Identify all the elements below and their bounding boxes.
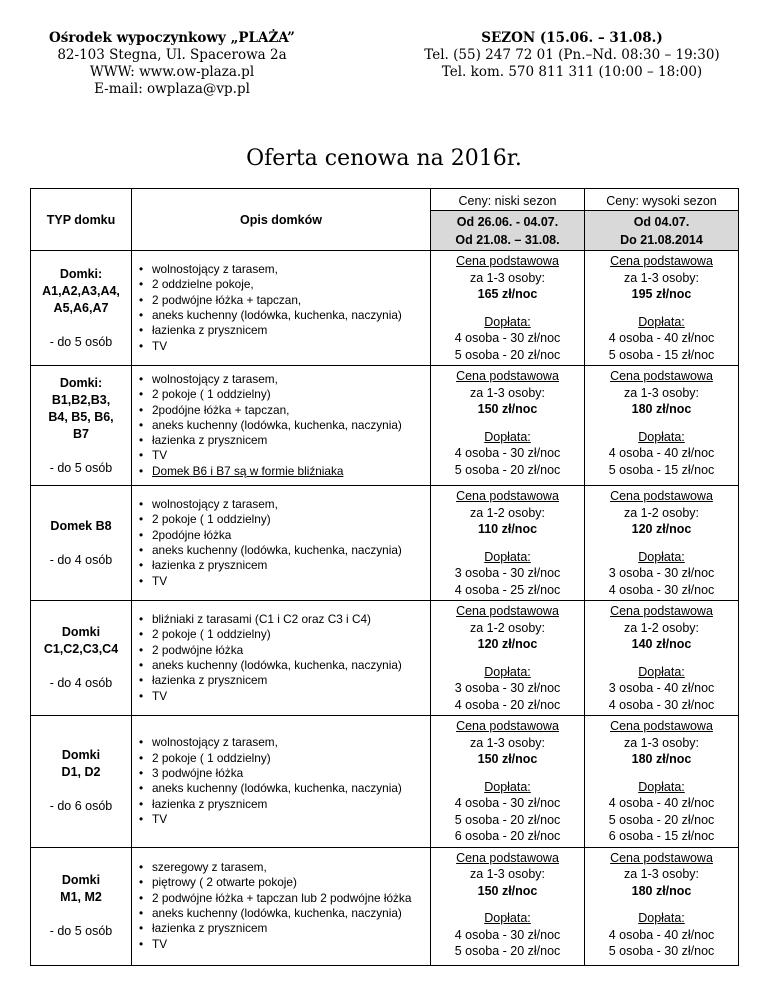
feature-item: • TV — [152, 574, 426, 589]
base-price-value: 120 zł/noc — [477, 637, 538, 652]
base-price-value: 110 zł/noc — [477, 522, 538, 537]
feature-item: • wolnostojący z tarasem, — [152, 262, 426, 277]
header-left — [22, 30, 322, 98]
base-price-label: Cena podstawowa — [456, 489, 559, 504]
surcharge-label: Dopłata: — [638, 779, 685, 794]
cottage-description-cell — [132, 716, 431, 848]
high-season-date-1: Od 04.07. — [633, 215, 690, 229]
surcharge-line: 5 osoba - 20 zł/noc — [454, 944, 561, 959]
feature-item: • szeregowy z tarasem, — [152, 860, 426, 875]
base-price-value: 180 zł/noc — [631, 402, 692, 416]
surcharge-line: 5 osoba - 30 zł/noc — [608, 944, 715, 959]
cottage-type-cell — [31, 716, 132, 848]
col-type-header: TYP domku — [31, 189, 132, 251]
base-price-people: za 1-3 osoby: — [623, 270, 700, 285]
high-season-price-cell — [585, 251, 739, 366]
base-price-value: 165 zł/noc — [477, 287, 538, 301]
surcharge-block — [585, 779, 738, 845]
high-season-price-cell — [585, 366, 739, 486]
base-price-people: za 1-3 osoby: — [469, 385, 546, 400]
surcharge-block — [431, 549, 584, 599]
surcharge-block — [585, 664, 738, 714]
low-season-price-cell — [431, 716, 585, 848]
low-season-date-1: Od 26.06. - 04.07. — [456, 215, 559, 229]
base-price-label: Cena podstawowa — [456, 604, 559, 619]
base-price-people: za 1-3 osoby: — [623, 385, 700, 400]
feature-list — [136, 860, 426, 952]
feature-item: • 2 oddzielne pokoje, — [152, 277, 426, 292]
surcharge-label: Dopłata: — [484, 779, 531, 794]
surcharge-block — [585, 429, 738, 479]
cottage-description-cell — [132, 251, 431, 366]
surcharge-label: Dopłata: — [484, 429, 531, 444]
cottage-capacity: - do 6 osób — [49, 799, 113, 814]
surcharge-line: 5 osoba - 15 zł/noc — [608, 462, 715, 477]
base-price-label: Cena podstawowa — [456, 369, 559, 383]
surcharge-block — [585, 910, 738, 960]
table-body — [31, 251, 739, 966]
cottage-type-cell — [31, 601, 132, 716]
cottage-capacity: - do 5 osób — [49, 334, 113, 349]
surcharge-line: 3 osoba - 40 zł/noc — [608, 681, 715, 696]
cottage-name-line: C1,C2,C3,C4 — [43, 642, 119, 657]
feature-item: • bliźniaki z tarasami (C1 i C2 oraz C3 i C4) — [152, 612, 426, 627]
base-price-value: 180 zł/noc — [631, 752, 692, 767]
surcharge-label: Dopłata: — [638, 549, 685, 564]
low-season-price-cell — [431, 601, 585, 716]
low-season-price-cell — [431, 366, 585, 486]
cottage-type-cell — [31, 366, 132, 486]
surcharge-line: 4 osoba - 40 zł/noc — [608, 796, 715, 811]
table-row — [31, 366, 739, 486]
feature-item: • aneks kuchenny (lodówka, kuchenka, naczynia) — [152, 418, 426, 433]
surcharge-line: 5 osoba - 20 zł/noc — [454, 347, 561, 362]
surcharge-line: 6 osoba - 20 zł/noc — [454, 829, 561, 844]
surcharge-line: 3 osoba - 30 zł/noc — [454, 566, 561, 581]
low-season-date-2: Od 21.08. – 31.08. — [455, 233, 560, 247]
feature-item: • aneks kuchenny (lodówka, kuchenka, naczynia) — [152, 543, 426, 558]
feature-list — [136, 262, 426, 354]
feature-item: • łazienka z prysznicem — [152, 797, 426, 812]
base-price-label: Cena podstawowa — [456, 850, 559, 865]
cottage-description-cell — [132, 486, 431, 601]
surcharge-line: 4 osoba - 30 zł/noc — [454, 331, 561, 345]
cottage-name-line: Domki: — [59, 375, 103, 390]
base-price-label: Cena podstawowa — [456, 254, 559, 268]
feature-item: • 2 podwójne łóżka + tapczan, — [152, 293, 426, 308]
cottage-description-cell — [132, 601, 431, 716]
feature-item: • 2podójne łóżka + tapczan, — [152, 403, 426, 418]
surcharge-label: Dopłata: — [638, 664, 685, 679]
base-price-value: 120 zł/noc — [631, 522, 692, 537]
resort-name: Ośrodek wypoczynkowy „PLAŻA” — [49, 30, 295, 46]
feature-item: • wolnostojący z tarasem, — [152, 735, 426, 750]
feature-list — [136, 497, 426, 589]
feature-item: • TV — [152, 448, 426, 463]
surcharge-line: 4 osoba - 40 zł/noc — [608, 927, 715, 942]
feature-item: • 3 podwójne łóżka — [152, 766, 426, 781]
high-season-price-cell — [585, 716, 739, 848]
feature-item: • piętrowy ( 2 otwarte pokoje) — [152, 875, 426, 890]
col-high-season-header — [585, 189, 739, 251]
surcharge-line: 6 osoba - 15 zł/noc — [608, 829, 715, 844]
surcharge-line: 5 osoba - 15 zł/noc — [608, 347, 715, 362]
base-price-people: za 1-2 osoby: — [623, 620, 700, 635]
col-desc-header: Opis domków — [132, 189, 431, 251]
low-season-dates — [431, 210, 584, 250]
base-price-people: za 1-2 osoby: — [623, 505, 700, 520]
surcharge-block — [431, 779, 584, 845]
base-price-label: Cena podstawowa — [610, 604, 713, 619]
base-price-value: 180 zł/noc — [631, 883, 692, 898]
cottage-name-line: A1,A2,A3,A4, — [42, 283, 120, 298]
mobile-line: Tel. kom. 570 811 311 (10:00 – 18:00) — [441, 64, 703, 80]
cottage-name-line: A5,A6,A7 — [53, 300, 109, 315]
base-price-label: Cena podstawowa — [610, 369, 713, 383]
surcharge-line: 3 osoba - 30 zł/noc — [454, 681, 561, 696]
surcharge-block — [585, 314, 738, 364]
surcharge-line: 4 osoba - 30 zł/noc — [608, 582, 715, 597]
base-price-label: Cena podstawowa — [456, 719, 559, 734]
resort-email: E-mail: owplaza@vp.pl — [94, 81, 250, 97]
base-price-label: Cena podstawowa — [610, 254, 713, 268]
table-row — [31, 251, 739, 366]
resort-address: 82-103 Stegna, Ul. Spacerowa 2a — [57, 47, 287, 63]
feature-item: • 2 pokoje ( 1 oddzielny) — [152, 751, 426, 766]
feature-item: • łazienka z prysznicem — [152, 433, 426, 448]
surcharge-line: 5 osoba - 20 zł/noc — [608, 812, 715, 827]
base-price-label: Cena podstawowa — [610, 719, 713, 734]
high-season-price-cell — [585, 847, 739, 965]
surcharge-line: 4 osoba - 20 zł/noc — [454, 697, 561, 712]
feature-item: • TV — [152, 812, 426, 827]
table-row — [31, 486, 739, 601]
price-table — [30, 188, 739, 966]
cottage-name-line: Domki: — [59, 266, 103, 281]
table-row — [31, 601, 739, 716]
surcharge-block — [585, 549, 738, 599]
base-price-value: 195 zł/noc — [631, 287, 692, 301]
cottage-type-cell — [31, 847, 132, 965]
surcharge-label: Dopłata: — [484, 549, 531, 564]
feature-item: • TV — [152, 937, 426, 952]
surcharge-line: 4 osoba - 25 zł/noc — [454, 582, 561, 597]
feature-item: • aneks kuchenny (lodówka, kuchenka, naczynia) — [152, 308, 426, 323]
base-price-people: za 1-2 osoby: — [469, 505, 546, 520]
page-title: Oferta cenowa na 2016r. — [246, 146, 522, 171]
table-header-row — [31, 189, 739, 251]
base-price-people: za 1-3 osoby: — [623, 735, 700, 750]
phone-line: Tel. (55) 247 72 01 (Pn.–Nd. 08:30 – 19:30) — [424, 47, 720, 63]
col-low-season-header — [431, 189, 585, 251]
surcharge-block — [431, 664, 584, 714]
feature-item: • 2 pokoje ( 1 oddzielny) — [152, 512, 426, 527]
surcharge-label: Dopłata: — [484, 911, 531, 926]
feature-item: • aneks kuchenny (lodówka, kuchenka, naczynia) — [152, 781, 426, 796]
cottage-name-line: D1, D2 — [61, 765, 101, 780]
feature-item: • aneks kuchenny (lodówka, kuchenka, naczynia) — [152, 906, 426, 921]
low-season-price-cell — [431, 847, 585, 965]
base-price-value: 150 zł/noc — [477, 883, 538, 898]
cottage-name-line: Domki — [61, 748, 101, 763]
cottage-description-cell — [132, 366, 431, 486]
feature-item: • łazienka z prysznicem — [152, 558, 426, 573]
base-price-people: za 1-3 osoby: — [469, 270, 546, 285]
surcharge-block — [431, 910, 584, 960]
feature-item: • wolnostojący z tarasem, — [152, 372, 426, 387]
low-season-label: Ceny: niski sezon — [458, 194, 557, 208]
cottage-capacity: - do 5 osób — [49, 924, 113, 939]
surcharge-line: 4 osoba - 30 zł/noc — [454, 796, 561, 811]
base-price-people: za 1-3 osoby: — [469, 867, 546, 882]
price-table-wrapper — [30, 188, 738, 966]
resort-www: WWW: www.ow-plaza.pl — [89, 64, 255, 80]
surcharge-line: 4 osoba - 30 zł/noc — [608, 697, 715, 712]
feature-item: • 2 podwójne łóżka — [152, 643, 426, 658]
low-season-price-cell — [431, 486, 585, 601]
base-price-label: Cena podstawowa — [610, 850, 713, 865]
cottage-capacity: - do 4 osób — [49, 552, 113, 567]
surcharge-label: Dopłata: — [484, 664, 531, 679]
high-season-label: Ceny: wysoki sezon — [606, 194, 717, 208]
cottage-name-line: Domki — [61, 625, 101, 640]
high-season-dates — [585, 210, 738, 250]
surcharge-block — [431, 314, 584, 364]
low-season-price-cell — [431, 251, 585, 366]
cottage-name-line: B7 — [73, 426, 89, 441]
feature-item: • 2podójne łóżka — [152, 528, 426, 543]
feature-item: • łazienka z prysznicem — [152, 673, 426, 688]
season-dates: SEZON (15.06. – 31.08.) — [481, 30, 663, 46]
base-price-people: za 1-3 osoby: — [623, 867, 700, 882]
feature-item: • TV — [152, 339, 426, 354]
surcharge-label: Dopłata: — [638, 314, 685, 329]
feature-item: • 2 podwójne łóżka + tapczan lub 2 podwójne łóżka — [152, 891, 426, 906]
surcharge-label: Dopłata: — [638, 911, 685, 926]
feature-item: • Domek B6 i B7 są w formie bliźniaka — [152, 464, 426, 479]
surcharge-line: 5 osoba - 20 zł/noc — [454, 462, 561, 477]
high-season-price-cell — [585, 601, 739, 716]
cottage-name-line: B1,B2,B3, — [51, 392, 111, 407]
base-price-people: za 1-3 osoby: — [469, 735, 546, 750]
base-price-value: 150 zł/noc — [477, 752, 538, 767]
feature-item: • 2 pokoje ( 1 oddzielny) — [152, 627, 426, 642]
feature-list — [136, 735, 426, 827]
surcharge-line: 3 osoba - 30 zł/noc — [608, 566, 715, 581]
cottage-name-line: Domki — [61, 873, 101, 888]
surcharge-line: 4 osoba - 30 zł/noc — [454, 446, 561, 460]
surcharge-line: 5 osoba - 20 zł/noc — [454, 812, 561, 827]
base-price-people: za 1-2 osoby: — [469, 620, 546, 635]
high-season-date-2: Do 21.08.2014 — [620, 233, 703, 247]
table-row — [31, 716, 739, 848]
feature-item: • aneks kuchenny (lodówka, kuchenka, naczynia) — [152, 658, 426, 673]
table-row — [31, 847, 739, 965]
surcharge-line: 4 osoba - 40 zł/noc — [608, 331, 715, 345]
feature-item: • wolnostojący z tarasem, — [152, 497, 426, 512]
surcharge-label: Dopłata: — [638, 429, 685, 444]
feature-list — [136, 372, 426, 479]
cottage-name-line: B4, B5, B6, — [48, 409, 114, 424]
base-price-label: Cena podstawowa — [610, 489, 713, 504]
cottage-name-line: M1, M2 — [60, 890, 102, 905]
base-price-value: 140 zł/noc — [631, 637, 692, 652]
surcharge-line: 4 osoba - 30 zł/noc — [454, 927, 561, 942]
high-season-price-cell — [585, 486, 739, 601]
surcharge-block — [431, 429, 584, 479]
cottage-name-line: Domek B8 — [50, 518, 112, 533]
surcharge-label: Dopłata: — [484, 314, 531, 329]
surcharge-line: 4 osoba - 40 zł/noc — [608, 446, 715, 460]
cottage-description-cell — [132, 847, 431, 965]
cottage-type-cell — [31, 251, 132, 366]
feature-item: • TV — [152, 689, 426, 704]
cottage-capacity: - do 5 osób — [49, 460, 113, 475]
feature-item: • łazienka z prysznicem — [152, 921, 426, 936]
feature-item: • łazienka z prysznicem — [152, 323, 426, 338]
header-right — [392, 30, 752, 81]
cottage-type-cell — [31, 486, 132, 601]
base-price-value: 150 zł/noc — [477, 402, 538, 416]
cottage-capacity: - do 4 osób — [49, 676, 113, 691]
feature-list — [136, 612, 426, 704]
feature-item: • 2 pokoje ( 1 oddzielny) — [152, 387, 426, 402]
